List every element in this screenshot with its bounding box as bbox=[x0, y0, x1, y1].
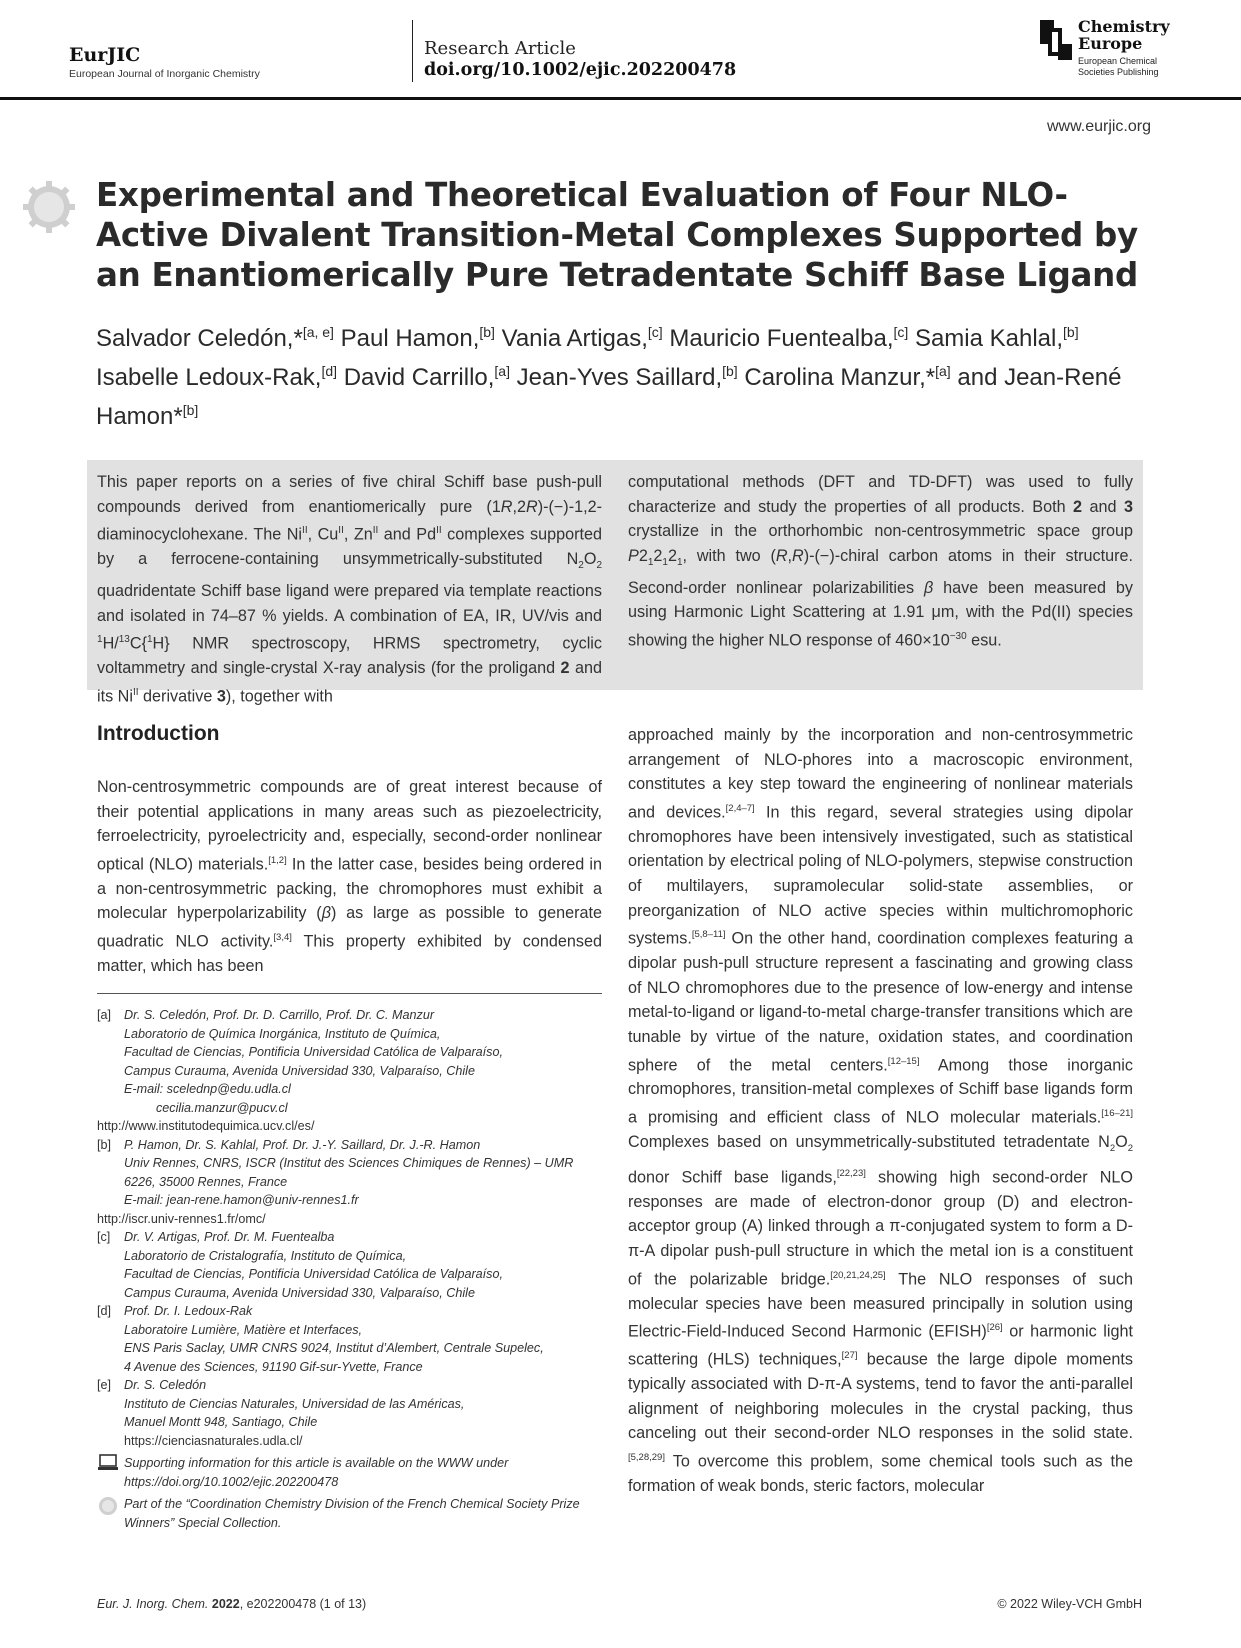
author-name: Salvador Celedón,* bbox=[96, 325, 303, 352]
abstract-box bbox=[87, 460, 1143, 706]
journal-full-name: European Journal of Inorganic Chemistry bbox=[69, 68, 260, 80]
publisher-logo-text bbox=[1078, 18, 1170, 52]
email-link[interactable]: cecilia.manzur@pucv.cl bbox=[156, 1100, 288, 1115]
footnote-rule bbox=[97, 993, 602, 994]
affiliation-a bbox=[97, 1006, 607, 1117]
author-name: Jean-Yves Saillard, bbox=[510, 364, 723, 391]
footnote-line: Prof. Dr. I. Ledoux-Rak bbox=[124, 1304, 253, 1318]
header-rule bbox=[0, 97, 1241, 100]
citation[interactable]: [3,4] bbox=[273, 931, 292, 943]
citation[interactable]: [1,2] bbox=[268, 854, 287, 866]
citation[interactable]: [16–21] bbox=[1101, 1108, 1133, 1120]
footnote-line: Dr. S. Celedón bbox=[124, 1378, 207, 1392]
introduction-right-column: approached mainly by the incorporation and non-centrosymmetric arrangement of NLO-phores into a macroscopic environment, constitutes a key step toward the engineering of nonlinear materials and devices.[2,4–7] In this regard, several strategies using dipolar chromophores have been intensively investigated, such as statistical orientation by electrical poling of NLO-polymers, stepwise construction of multilayers, supramolecular solid-state assemblies, or preorganization of NLO active species within multichromophoric systems.[5,8–11] On the other hand, coordination complexes featuring a dipolar push-pull structure represent a fascinating and growing class of NLO chromophores due to the presence of low-energy and intense metal-to-ligand or ligand-to-metal charge-transfer transitions which are tunable by virtue of the nature, oxidation states, and coordination sphere of the metal centers.[12–15] Among those inorganic chromophores, transition-metal complexes of Schiff base ligands form a promising and efficient class of NLO molecular materials.[16–21] Complexes based on unsymmetrically-substituted tetradentate $N_2O_2$ donor Schiff base ligands,[22,23] showing high second-order NLO responses are made of electron-donor group (D) and electron-acceptor group (A) linked through a π-conjugated system to form a D-π-A dipolar push-pull structure in which the metal ion is a constituent of the polarizable bridge.[20,21,24,25] The NLO responses of such molecular species have been measured principally in solution using Electric-Field-Induced Second Harmonic (EFISH)[26] or harmonic light scattering (HLS) techniques,[27] because the large dipole moments typically associated with D-π-A systems, tend to favor the anti-parallel alignment of neighboring molecules in the crystal packing, thus canceling out their second-order NLO responses in the solid state.[5,28,29] To overcome this problem, some chemical tools such as the formation of weak bonds, steric factors, molecular bbox=[628, 726, 1134, 1495]
citation[interactable]: [12–15] bbox=[887, 1055, 920, 1067]
author-name: Vania Artigas, bbox=[494, 325, 648, 352]
chemistry-europe-logo-icon bbox=[1040, 20, 1072, 60]
footer-article-number: , e202200478 (1 of 13) bbox=[239, 1597, 367, 1611]
author-affiliation: [b] bbox=[182, 402, 199, 418]
url-link[interactable]: http://iscr.univ-rennes1.fr/omc/ bbox=[97, 1211, 266, 1226]
affiliation-c bbox=[97, 1228, 607, 1302]
footnote-line: Dr. V. Artigas, Prof. Dr. M. Fuentealba bbox=[124, 1230, 335, 1244]
footnote-tag: [b] bbox=[97, 1137, 112, 1152]
special-collection-badge-icon bbox=[22, 180, 76, 234]
footnote-line: Facultad de Ciencias, Pontificia Universidad Católica de Valparaíso, bbox=[124, 1267, 503, 1281]
publisher-subtitle bbox=[1078, 56, 1159, 78]
footer-year: 2022 bbox=[211, 1597, 240, 1611]
author-affiliation: [b] bbox=[479, 324, 495, 340]
author-affiliation: [a] bbox=[935, 363, 951, 379]
doi-link[interactable]: doi.org/10.1002/ejic.202200478 bbox=[424, 60, 737, 80]
footnote-line: P. Hamon, Dr. S. Kahlal, Prof. Dr. J.-Y. Saillard, Dr. J.-R. Hamon bbox=[124, 1137, 481, 1152]
citation[interactable]: [5,28,29] bbox=[628, 1451, 665, 1463]
citation[interactable]: [20,21,24,25] bbox=[830, 1269, 886, 1281]
url-link[interactable]: https://cienciasnaturales.udla.cl/ bbox=[124, 1433, 303, 1448]
affiliation-b bbox=[97, 1136, 607, 1210]
special-collection-text: Part of the “Coordination Chemistry Division of the French Chemical Society Prize Winners” Special Collection. bbox=[124, 1497, 580, 1530]
author-name: and Jean-René Hamon* bbox=[96, 364, 1122, 430]
abstract-right-column: computational methods (DFT and TD-DFT) was used to fully characterize and study the properties of all products. Both 2 and 3 crystallize in the orthorhombic non-centrosymmetric space group $P2_12_12_1$, with two (R,R)-(−)-chiral carbon atoms in their structure. Second-order nonlinear polarizabilities β have been measured by using Harmonic Light Scattering at 1.91 μm, with the Pd(II) species showing the higher NLO response of $460\times 10^{-30}$ esu. bbox=[628, 473, 1134, 650]
publisher-line2: Europe bbox=[1078, 34, 1143, 53]
abstract-left-column: This paper reports on a series of five chiral Schiff base push-pull compounds derived from enantiomerically pure (1R,2R)-(−)-1,2-diaminocyclohexane. The $Ni^{II}$, $Cu^{II}$, $Zn^{II}$ and $Pd^{II}$ complexes supported by a ferrocene-containing unsymmetrically-substituted $N_2O_2$ quadridentate Schiff base ligand were prepared via template reactions and isolated in 74–87 % yields. A combination of EA, IR, UV/vis and $^1$H/$^{13}$C{$^1$H} NMR spectroscopy, HRMS spectrometry, cyclic voltammetry and single-crystal X-ray analysis (for the proligand 2 and its $Ni^{II}$ derivative 3), together with bbox=[97, 473, 602, 706]
supporting-info-note bbox=[97, 1454, 607, 1491]
footnote-tag: [e] bbox=[97, 1378, 112, 1392]
footnote-line: Campus Curauma, Avenida Universidad 330, Valparaíso, Chile bbox=[124, 1063, 475, 1078]
footnote-line: Manuel Montt 948, Santiago, Chile bbox=[124, 1415, 318, 1429]
affiliation-b-url bbox=[97, 1210, 607, 1229]
article-type: Research Article bbox=[424, 38, 576, 59]
citation[interactable]: [5,8–11] bbox=[691, 929, 726, 941]
footnote-line: Laboratorio de Cristalografía, Instituto de Química, bbox=[124, 1248, 407, 1263]
publisher-line1: Chemistry bbox=[1078, 17, 1170, 36]
author-name: Mauricio Fuentealba, bbox=[662, 325, 894, 352]
footnote-line: Instituto de Ciencias Naturales, Universidad de las Américas, bbox=[124, 1396, 465, 1411]
citation[interactable]: [2,4–7] bbox=[725, 802, 755, 814]
footnote-tag: [a] bbox=[97, 1008, 112, 1022]
url-link[interactable]: http://www.institutodequimica.ucv.cl/es/ bbox=[97, 1119, 315, 1133]
author-affiliation: [c] bbox=[893, 324, 909, 340]
journal-website-link[interactable]: www.eurjic.org bbox=[1046, 118, 1151, 135]
footnote-line: Laboratorio de Química Inorgánica, Instituto de Química, bbox=[124, 1026, 441, 1041]
section-heading-introduction: Introduction bbox=[97, 722, 220, 745]
author-affiliation: [a] bbox=[494, 363, 510, 379]
laptop-icon bbox=[97, 1454, 119, 1472]
affiliation-e bbox=[97, 1376, 607, 1450]
footnote-line: Dr. S. Celedón, Prof. Dr. D. Carrillo, Prof. Dr. C. Manzur bbox=[124, 1008, 435, 1022]
email-link[interactable]: E-mail: jean-rene.hamon@univ-rennes1.fr bbox=[124, 1193, 359, 1207]
header-divider bbox=[412, 20, 413, 82]
author-name: Carolina Manzur,* bbox=[737, 364, 936, 391]
footnote-line: Univ Rennes, CNRS, ISCR (Institut des Sciences Chimiques de Rennes) – UMR 6226, 35000 Rennes, France bbox=[124, 1156, 574, 1189]
footer-journal: Eur. J. Inorg. Chem. bbox=[97, 1597, 209, 1611]
page-header bbox=[0, 0, 1241, 100]
affiliation-d bbox=[97, 1302, 607, 1376]
journal-abbreviation: EurJIC bbox=[69, 44, 141, 66]
affiliation-footnotes bbox=[97, 1006, 607, 1532]
citation[interactable]: [26] bbox=[986, 1322, 1003, 1334]
page-footer-copyright: © 2022 Wiley-VCH GmbH bbox=[997, 1597, 1142, 1611]
author-name: David Carrillo, bbox=[337, 364, 495, 391]
author-list bbox=[96, 316, 1156, 433]
author-name: Isabelle Ledoux-Rak, bbox=[96, 364, 322, 391]
footnote-line: Laboratoire Lumière, Matière et Interfaces, bbox=[124, 1322, 363, 1337]
author-name: Samia Kahlal, bbox=[908, 325, 1064, 352]
citation[interactable]: [22,23] bbox=[836, 1167, 866, 1179]
special-collection-note bbox=[97, 1495, 607, 1532]
author-name: Paul Hamon, bbox=[333, 325, 480, 352]
author-affiliation: [c] bbox=[647, 324, 663, 340]
page-footer-citation bbox=[97, 1597, 366, 1611]
footnote-line: 4 Avenue des Sciences, 91190 Gif-sur-Yvette, France bbox=[124, 1359, 423, 1374]
author-affiliation: [d] bbox=[321, 363, 338, 379]
supporting-info-text[interactable]: Supporting information for this article is available on the WWW under https://doi.org/10.1002/ejic.202200478 bbox=[124, 1456, 509, 1489]
author-affiliation: [b] bbox=[722, 363, 738, 379]
affiliation-a-url bbox=[97, 1117, 607, 1136]
footnote-line: ENS Paris Saclay, UMR CNRS 9024, Institut d’Alembert, Centrale Supelec, bbox=[124, 1341, 544, 1355]
footnote-line: Facultad de Ciencias, Pontificia Universidad Católica de Valparaíso, bbox=[124, 1045, 503, 1059]
publisher-sub2: Societies Publishing bbox=[1078, 67, 1159, 77]
footnote-tag: [c] bbox=[97, 1230, 111, 1244]
footnote-line: Campus Curauma, Avenida Universidad 330, Valparaíso, Chile bbox=[124, 1285, 475, 1300]
author-affiliation: [b] bbox=[1063, 324, 1079, 340]
email-link[interactable]: E-mail: sceledn​p@edu.udla.cl bbox=[124, 1082, 291, 1096]
citation[interactable]: [27] bbox=[841, 1350, 858, 1362]
publisher-sub1: European Chemical bbox=[1078, 56, 1158, 66]
article-title: Experimental and Theoretical Evaluation of Four NLO-Active Divalent Transition-Metal Complexes Supported by an Enantiomerically Pure Tetradentate Schiff Base Ligand bbox=[96, 176, 1138, 294]
special-collection-badge-icon bbox=[97, 1495, 119, 1517]
author-affiliation: [a, e] bbox=[302, 324, 334, 340]
footnote-tag: [d] bbox=[97, 1304, 112, 1318]
introduction-left-column: Non-centrosymmetric compounds are of great interest because of their potential applications in many areas such as piezoelectricity, ferroelectricity, pyroelectricity and, especially, second-order nonlinear optical (NLO) materials.[1,2] In the latter case, besides being ordered in a non-centrosymmetric packing, the chromophores must exhibit a molecular hyperpolarizability (β) as large as possible to generate quadratic NLO activity.[3,4] This property exhibited by condensed matter, which has been bbox=[97, 778, 603, 975]
